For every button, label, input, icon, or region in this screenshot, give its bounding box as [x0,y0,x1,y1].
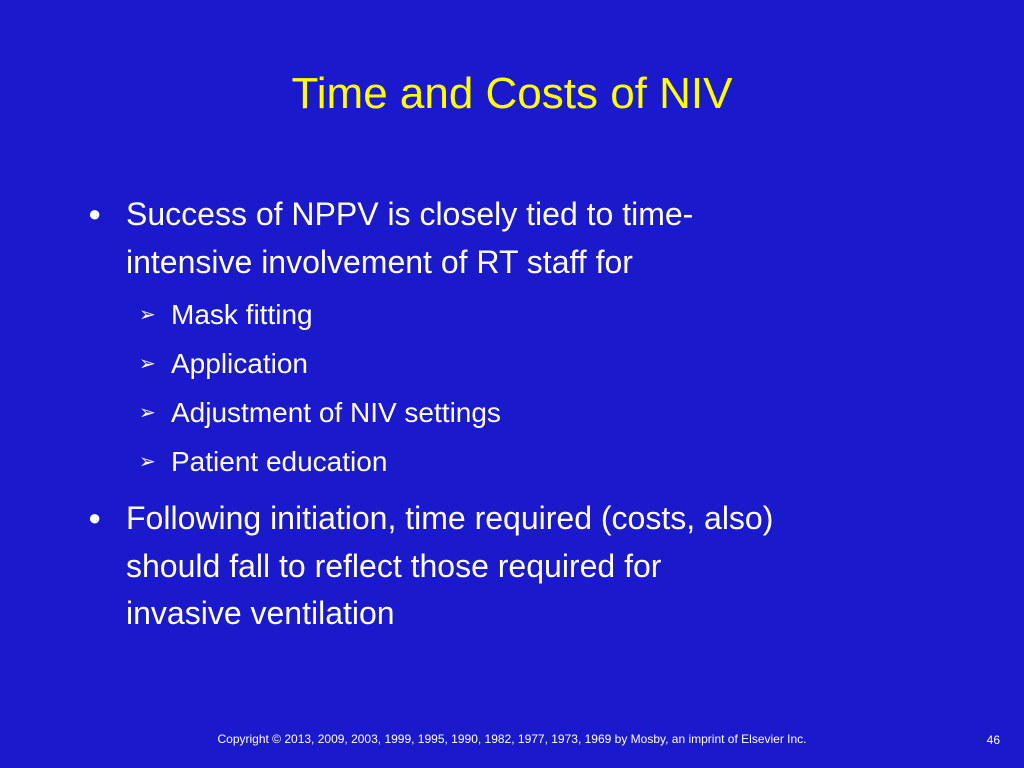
subitem-text: Adjustment of NIV settings [171,397,501,428]
bullet-line: Success of NPPV is closely tied to time- [126,196,694,232]
bullet-line: should fall to reflect those required for [126,548,662,584]
slide-title: Time and Costs of NIV [291,69,733,118]
bullet-item-1-continued [126,238,966,286]
bullet-line: invasive ventilation [126,595,395,631]
arrowhead-bullet-icon: ➢ [139,402,156,424]
round-bullet-icon: ● [88,505,102,530]
bullet-item-2 [88,494,966,542]
subitem-patient-education [139,442,931,482]
bullet-item-2-continued [126,589,966,637]
bullet-item-2-continued [126,542,966,590]
subitem-text: Application [171,348,308,379]
arrowhead-bullet-icon: ➢ [139,304,156,326]
bullet-line: intensive involvement of RT staff for [126,244,633,280]
subitem-application [139,344,931,384]
page-number: 46 [986,733,1000,747]
arrowhead-bullet-icon: ➢ [139,353,156,375]
copyright-footer: Copyright © 2013, 2009, 2003, 1999, 1995, 1990, 1982, 1977, 1973, 1969 by Mosby, an imprint of Elsevier Inc. [217,732,807,746]
round-bullet-icon: ● [88,201,102,226]
arrowhead-bullet-icon: ➢ [139,451,156,473]
subitem-text: Patient education [171,446,388,477]
bullet-line: Following initiation, time required (costs, also) [126,500,774,536]
subitem-text: Mask fitting [171,299,313,330]
subitem-adjustment [139,393,931,433]
subitem-mask-fitting [139,295,931,335]
bullet-item-1 [88,190,966,238]
